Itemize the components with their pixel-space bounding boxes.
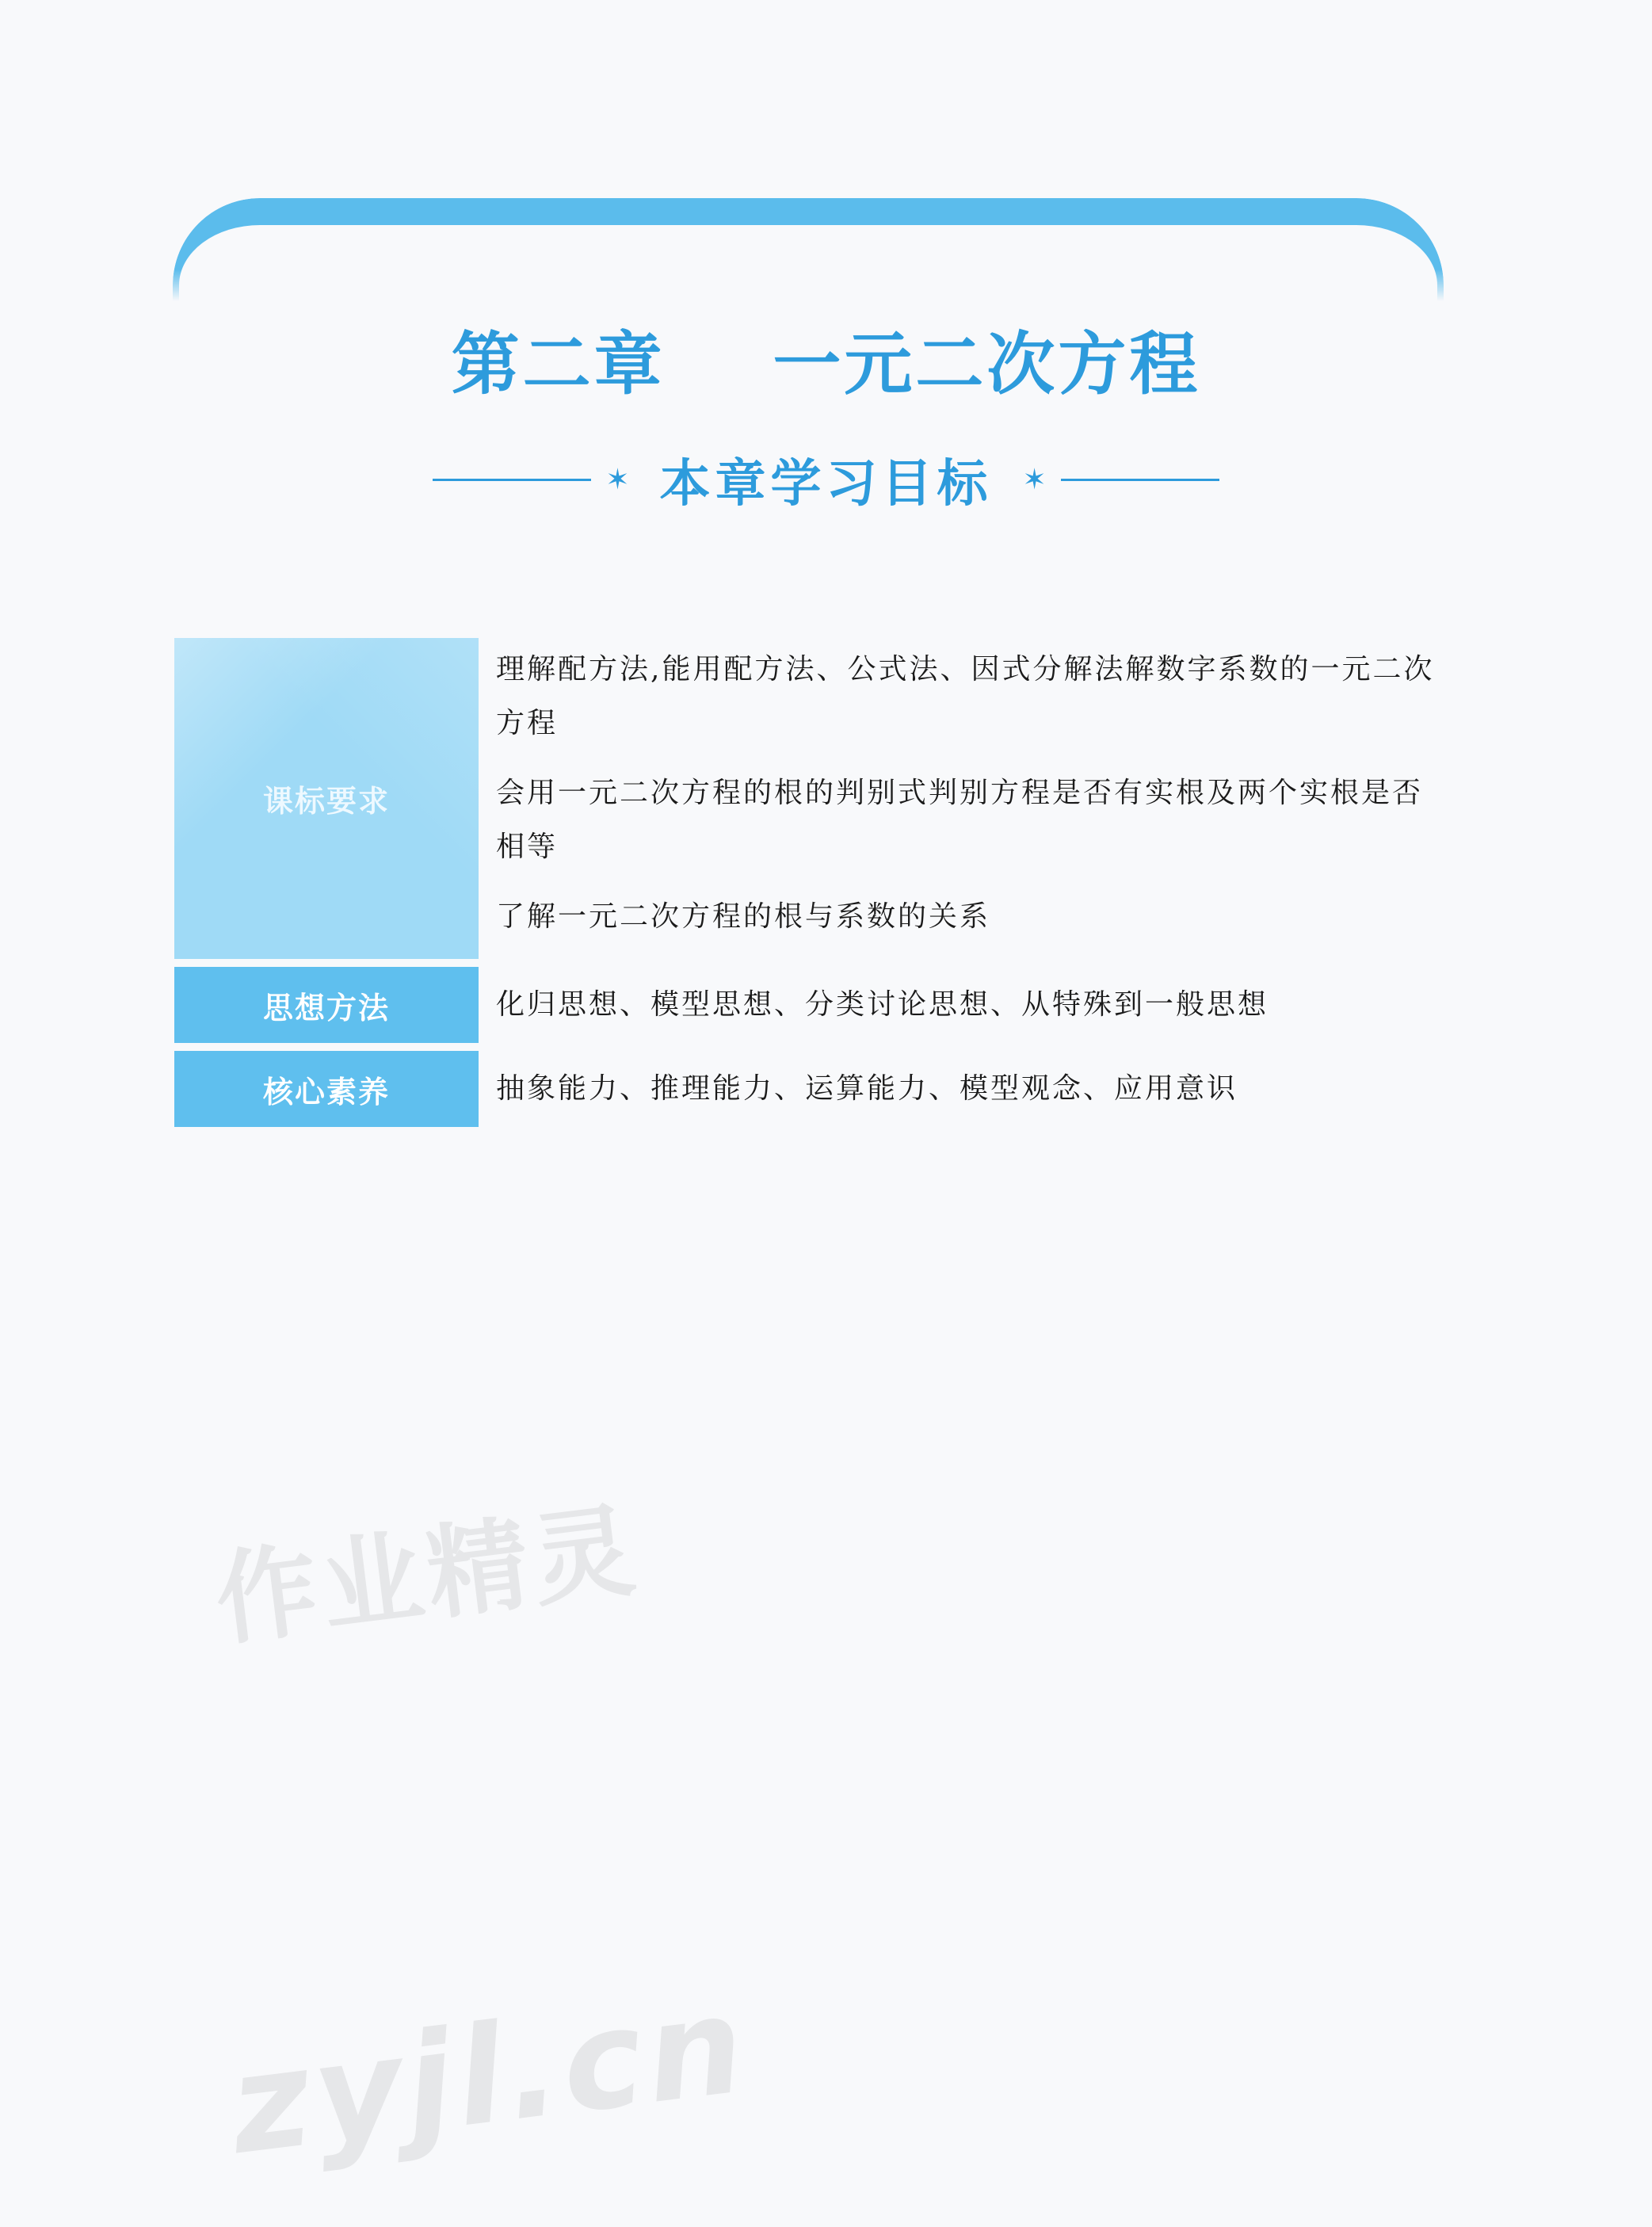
row-label: 课标要求 — [174, 638, 479, 959]
row-divider — [174, 1043, 1444, 1051]
row-divider — [174, 959, 1444, 967]
row-content — [479, 967, 1444, 1043]
star-icon: ✶ — [605, 463, 630, 496]
watermark-url: zyjl.cn — [222, 1965, 757, 2186]
list-item: 了解一元二次方程的根与系数的关系 — [496, 900, 991, 933]
row-label: 核心素养 — [174, 1051, 479, 1127]
section-heading — [0, 448, 1652, 514]
star-icon: ✶ — [1022, 463, 1047, 496]
table-row-core-literacy — [174, 1051, 1444, 1127]
watermark-logo: 作业精灵 — [209, 1491, 646, 1661]
row-content — [479, 1051, 1444, 1127]
row-label: 思想方法 — [174, 967, 479, 1043]
table-row-curriculum — [174, 638, 1444, 959]
list-item: 理解配方法,能用配方法、公式法、因式分解法解数字系数的一元二次方程 — [496, 653, 1435, 739]
list-item: 化归思想、模型思想、分类讨论思想、从特殊到一般思想 — [496, 988, 1269, 1021]
objectives-table — [174, 638, 1444, 1127]
list-item: 会用一元二次方程的根的判别式判别方程是否有实根及两个实根是否相等 — [496, 777, 1424, 863]
heading-left-rule — [433, 479, 591, 481]
table-row-methods — [174, 967, 1444, 1043]
section-title: 本章学习目标 — [659, 454, 993, 514]
heading-right-rule — [1061, 479, 1219, 481]
row-content — [479, 638, 1444, 959]
chapter-title: 第二章 一元二次方程 — [451, 324, 1201, 404]
list-item: 抽象能力、推理能力、运算能力、模型观念、应用意识 — [496, 1072, 1238, 1105]
